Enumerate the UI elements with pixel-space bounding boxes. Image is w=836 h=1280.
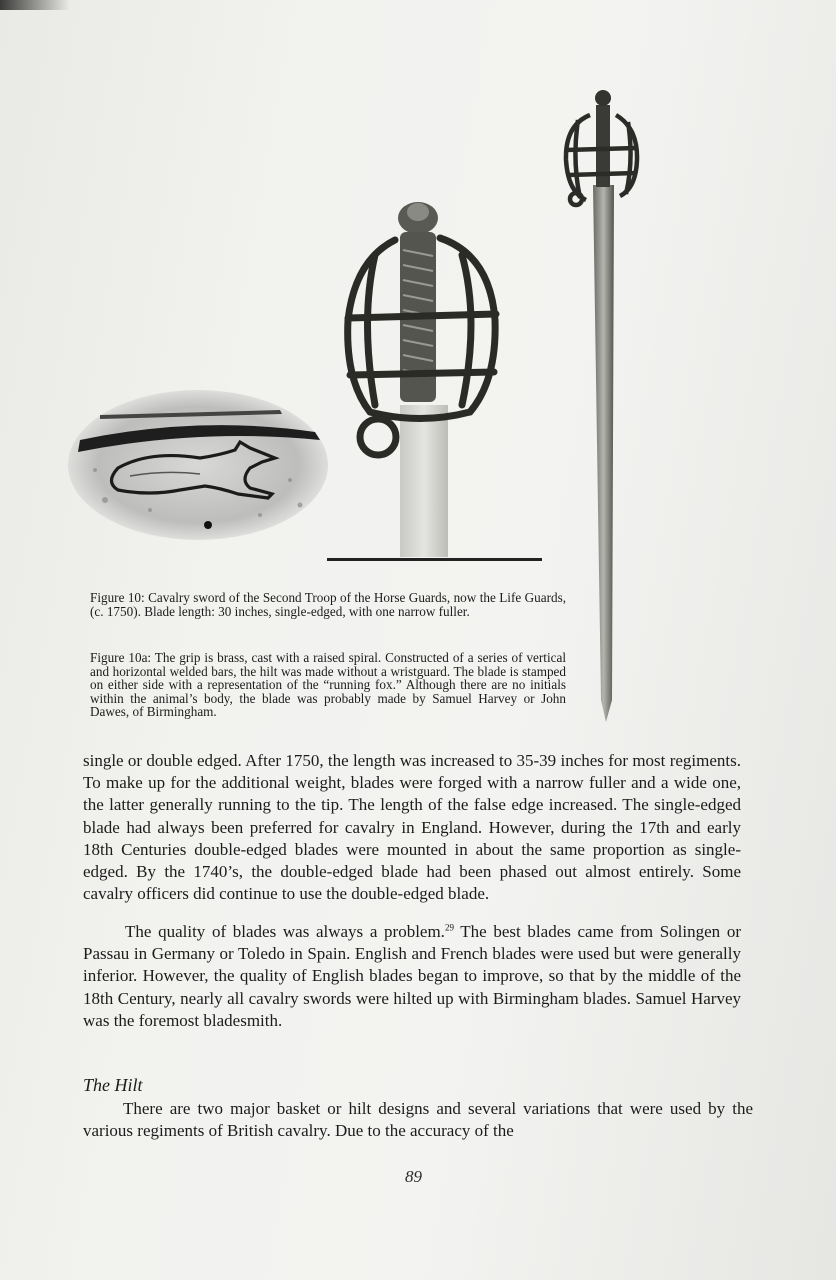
fox-stamp-photo (68, 390, 328, 540)
body-paragraph-2-end: The best blades came from Solingen or Passau in Germany or Toledo in Spain. English and French blades were used but were generally inferior. However, the quality of English blades began to improve, so that by the middle of the 18th Century, nearly all cavalry swords were hilted up with Birmingham blades. Samuel Harvey was the foremost bladesmith. (83, 922, 741, 1030)
hilt-closeup-photo (348, 202, 496, 557)
body-paragraph-2 (83, 921, 741, 1032)
body-paragraph-3: There are two major basket or hilt designs and several variations that were used by the various regiments of British cavalry. Due to the accuracy of the (83, 1099, 753, 1141)
figure-divider-line (327, 558, 542, 561)
figure-10-caption: Figure 10: Cavalry sword of the Second Troop of the Horse Guards, now the Life Guards, (c. 1750). Blade length: 30 inches, single-edged, with one narrow fuller. (90, 590, 566, 619)
figure-10a-caption: Figure 10a: The grip is brass, cast with a raised spiral. Constructed of a series of vertical and horizontal welded bars, the hilt was made without a wristguard. The blade is stamped on either side with a representation of the “running fox.” Although there are no initials within the animal’s body, the blade was probably made by Samuel Harvey or John Dawes, of Birmingham. (90, 650, 566, 720)
footnote-marker: 29 (444, 922, 454, 933)
page-number: 89 (405, 1167, 422, 1186)
body-paragraph-1: single or double edged. After 1750, the length was increased to 35-39 inches for most regiments. To make up for the additional weight, blades were forged with a narrow fuller and a wide one, the latter generally running to the tip. The length of the false edge increased. The single-edged blade had always been preferred for cavalry in England. However, during the 17th and early 18th Centuries double-edged blades were mounted in about the same proportion as single-edged. By the 1740’s, the double-edged blade had been phased out almost entirely. Some cavalry officers did continue to use the double-edged blade. (83, 751, 741, 904)
body-paragraph-2-start: The quality of blades was always a problem. (125, 922, 445, 941)
full-sword-photo (566, 90, 637, 722)
section-heading-the-hilt: The Hilt (83, 1075, 143, 1095)
